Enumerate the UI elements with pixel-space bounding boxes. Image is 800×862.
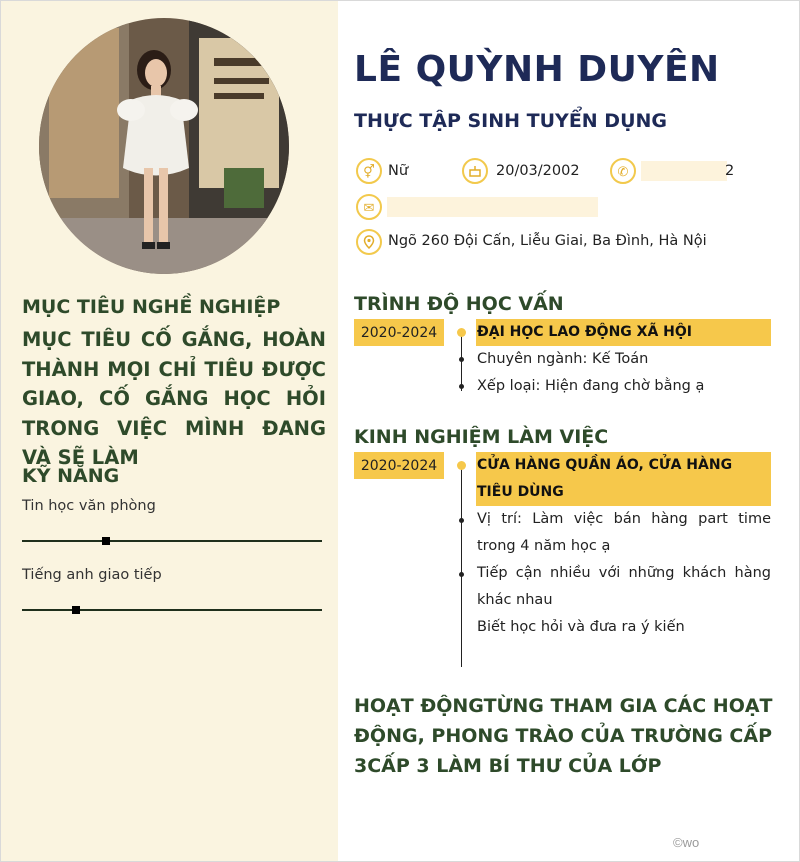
experience-item: Biết học hỏi và đưa ra ý kiến	[477, 619, 685, 635]
candidate-name: LÊ QUỲNH DUYÊN	[354, 49, 720, 90]
profile-photo	[39, 18, 289, 274]
birthday-value: 20/03/2002	[496, 163, 580, 179]
objective-text: MỤC TIÊU CỐ GẮNG, HOÀN THÀNH MỌI CHỈ TIÊU ĐƯỢC GIAO, CỐ GẮNG HỌC HỎI TRONG VIỆC MÌNH ĐANG VÀ SẼ LÀM	[22, 328, 326, 469]
skills-title: KỸ NĂNG	[22, 465, 120, 487]
email-icon: ✉	[356, 194, 382, 220]
gender-value: Nữ	[388, 163, 409, 179]
phone-redaction	[641, 161, 727, 181]
skill-knob-office	[102, 537, 110, 545]
left-sidebar	[1, 1, 338, 861]
education-bullet	[459, 384, 464, 389]
skill-label-office: Tin học văn phòng	[22, 498, 156, 514]
watermark: ©wo	[673, 835, 700, 850]
education-item: Xếp loại: Hiện đang chờ bằng ạ	[477, 378, 705, 394]
experience-company: CỬA HÀNG QUẦN ÁO, CỬA HÀNG TIÊU DÙNG	[476, 452, 771, 506]
experience-year: 2020-2024	[354, 452, 444, 479]
phone-value: 2	[725, 163, 735, 179]
gender-icon: ⚥	[356, 158, 382, 184]
phone-icon: ✆	[610, 158, 636, 184]
education-item: Chuyên ngành: Kế Toán	[477, 351, 649, 367]
education-bullet	[459, 357, 464, 362]
experience-item: Vị trí: Làm việc bán hàng part time trong 4 năm học ạ	[477, 511, 771, 554]
education-timeline-dot	[457, 328, 466, 337]
education-year: 2020-2024	[354, 319, 444, 346]
skill-knob-english	[72, 606, 80, 614]
experience-timeline-dot	[457, 461, 466, 470]
education-school: ĐẠI HỌC LAO ĐỘNG XÃ HỘI	[476, 319, 771, 346]
experience-item: Tiếp cận nhiều với những khách hàng khác nhau	[477, 565, 771, 608]
birthday-cake-icon	[462, 158, 488, 184]
email-redaction	[387, 197, 598, 217]
objective-title: MỤC TIÊU NGHỀ NGHIỆP	[22, 296, 281, 318]
map-location-icon	[356, 229, 382, 255]
experience-timeline-line	[461, 465, 462, 667]
experience-bullet	[459, 518, 464, 523]
activities-text: HOẠT ĐỘNGTỪNG THAM GIA CÁC HOẠT ĐỘNG, PHONG TRÀO CỦA TRƯỜNG CẤP 3CẤP 3 LÀM BÍ THƯ CỦA LỚP	[354, 695, 773, 777]
skill-label-english: Tiếng anh giao tiếp	[22, 567, 162, 583]
experience-bullet	[459, 572, 464, 577]
experience-title: KINH NGHIỆM LÀM VIỆC	[354, 426, 609, 448]
skill-bar-english	[22, 609, 322, 611]
job-title: THỰC TẬP SINH TUYỂN DỤNG	[354, 110, 668, 132]
address-value: Ngõ 260 Đội Cấn, Liễu Giai, Ba Đình, Hà Nội	[388, 233, 707, 249]
education-title: TRÌNH ĐỘ HỌC VẤN	[354, 293, 564, 315]
skill-bar-office	[22, 540, 322, 542]
